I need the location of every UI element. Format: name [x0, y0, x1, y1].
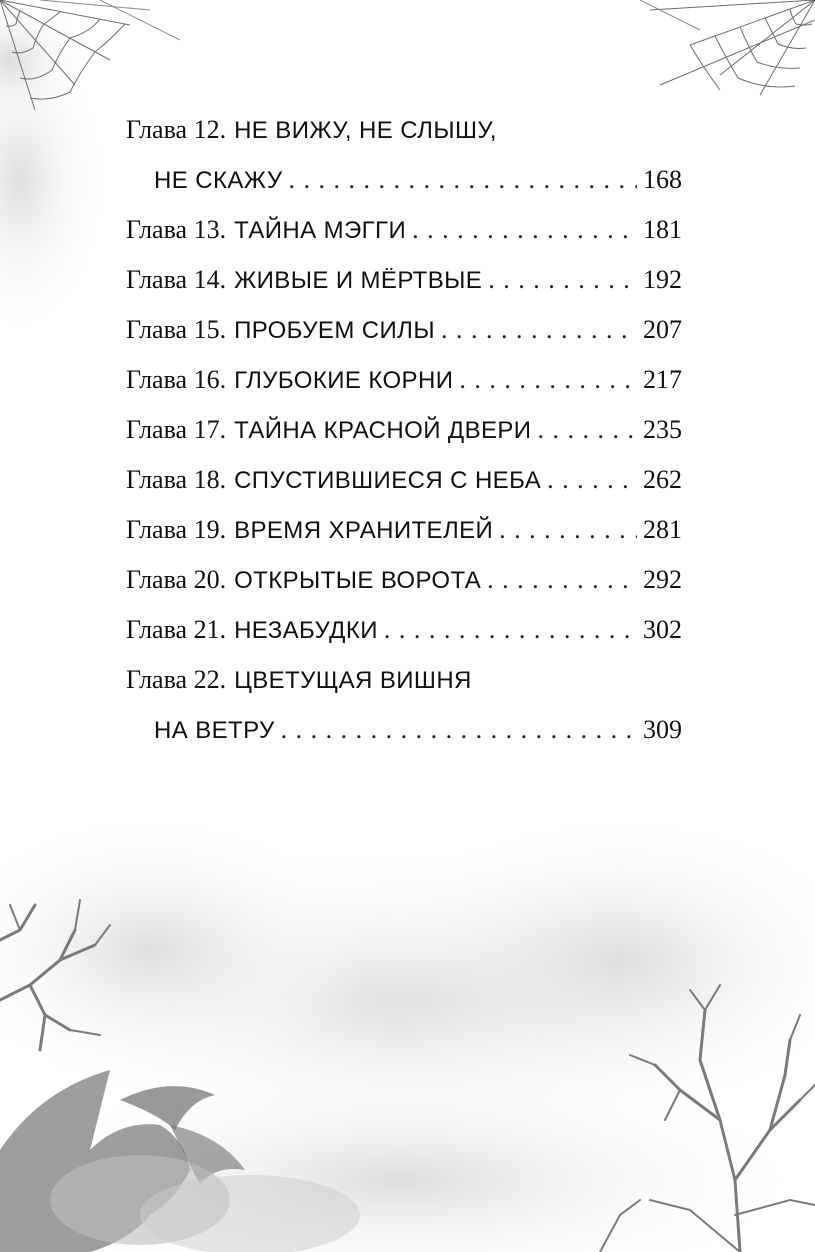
toc-entry-20 [126, 555, 682, 605]
chapter-number: Глава 12. [126, 115, 227, 144]
chapter-title: ЖИВЫЕ И МЁРТВЫЕ [234, 267, 483, 294]
chapter-title: СПУСТИВШИЕСЯ С НЕБА [234, 467, 542, 494]
toc-entry-19 [126, 505, 682, 555]
toc-row [126, 405, 682, 455]
page-number: 207 [643, 315, 682, 344]
chapter-title-continued: НЕ СКАЖУ [154, 167, 283, 194]
page-number: 292 [643, 565, 682, 594]
leader-dots [547, 455, 637, 505]
leader-dots [412, 205, 637, 255]
toc-row [126, 305, 682, 355]
toc-entry-16 [126, 355, 682, 405]
chapter-number: Глава 18. [126, 465, 227, 494]
chapter-title: ОТКРЫТЫЕ ВОРОТА [234, 567, 482, 594]
chapter-title: НЕ ВИЖУ, НЕ СЛЫШУ, [234, 117, 497, 144]
toc-entry-13 [126, 205, 682, 255]
toc-row [126, 455, 682, 505]
chapter-number: Глава 16. [126, 365, 227, 394]
chapter-number: Глава 19. [126, 515, 227, 544]
mist-top-left [0, 0, 110, 340]
leader-dots [537, 405, 637, 455]
leader-dots [488, 255, 637, 305]
toc-row [126, 555, 682, 605]
page-number: 281 [643, 515, 682, 544]
toc-row [126, 655, 682, 705]
cobweb-top-right-icon [640, 0, 815, 95]
toc-entry-18 [126, 455, 682, 505]
chapter-title-continued: НА ВЕТРУ [154, 717, 275, 744]
toc-entry-17 [126, 405, 682, 455]
leader-dots [499, 505, 637, 555]
leader-dots [384, 605, 637, 655]
leader-dots [288, 155, 637, 205]
chapter-number: Глава 20. [126, 565, 227, 594]
chapter-title: ЦВЕТУЩАЯ ВИШНЯ [234, 667, 472, 694]
chapter-number: Глава 21. [126, 615, 227, 644]
chapter-title: ГЛУБОКИЕ КОРНИ [234, 367, 454, 394]
cobweb-top-left-icon [0, 0, 180, 110]
toc-row-continued [126, 155, 682, 205]
chapter-number: Глава 13. [126, 215, 227, 244]
page-number: 181 [643, 215, 682, 244]
toc-row [126, 105, 682, 155]
chapter-number: Глава 15. [126, 315, 227, 344]
leader-dots [281, 705, 637, 755]
chapter-number: Глава 22. [126, 665, 227, 694]
toc-row [126, 205, 682, 255]
toc-entry-12 [126, 105, 682, 205]
chapter-number: Глава 17. [126, 415, 227, 444]
page-number: 217 [643, 365, 682, 394]
toc-row [126, 255, 682, 305]
bare-tree-right-icon [600, 985, 815, 1252]
chapter-title: НЕЗАБУДКИ [234, 617, 378, 644]
toc-entry-21 [126, 605, 682, 655]
page-number: 262 [643, 465, 682, 494]
chapter-title: ПРОБУЕМ СИЛЫ [234, 317, 435, 344]
leader-dots [487, 555, 637, 605]
chapter-title: ТАЙНА МЭГГИ [234, 217, 407, 244]
toc-row [126, 355, 682, 405]
toc-entry-15 [126, 305, 682, 355]
toc-entry-22 [126, 655, 682, 755]
bare-tree-left-icon [0, 900, 110, 1050]
gargoyle-icon [0, 1070, 360, 1252]
toc-row-continued [126, 705, 682, 755]
page-number: 235 [643, 415, 682, 444]
page-number: 309 [643, 715, 682, 744]
toc-row [126, 505, 682, 555]
page-number: 168 [643, 165, 682, 194]
toc-row [126, 605, 682, 655]
chapter-title: ВРЕМЯ ХРАНИТЕЛЕЙ [234, 517, 494, 544]
toc-entry-14 [126, 255, 682, 305]
mist-bottom [0, 810, 815, 1252]
leader-dots [441, 305, 637, 355]
page-number: 302 [643, 615, 682, 644]
page-number: 192 [643, 265, 682, 294]
table-of-contents [126, 105, 682, 755]
chapter-number: Глава 14. [126, 265, 227, 294]
leader-dots [459, 355, 637, 405]
chapter-title: ТАЙНА КРАСНОЙ ДВЕРИ [234, 417, 532, 444]
